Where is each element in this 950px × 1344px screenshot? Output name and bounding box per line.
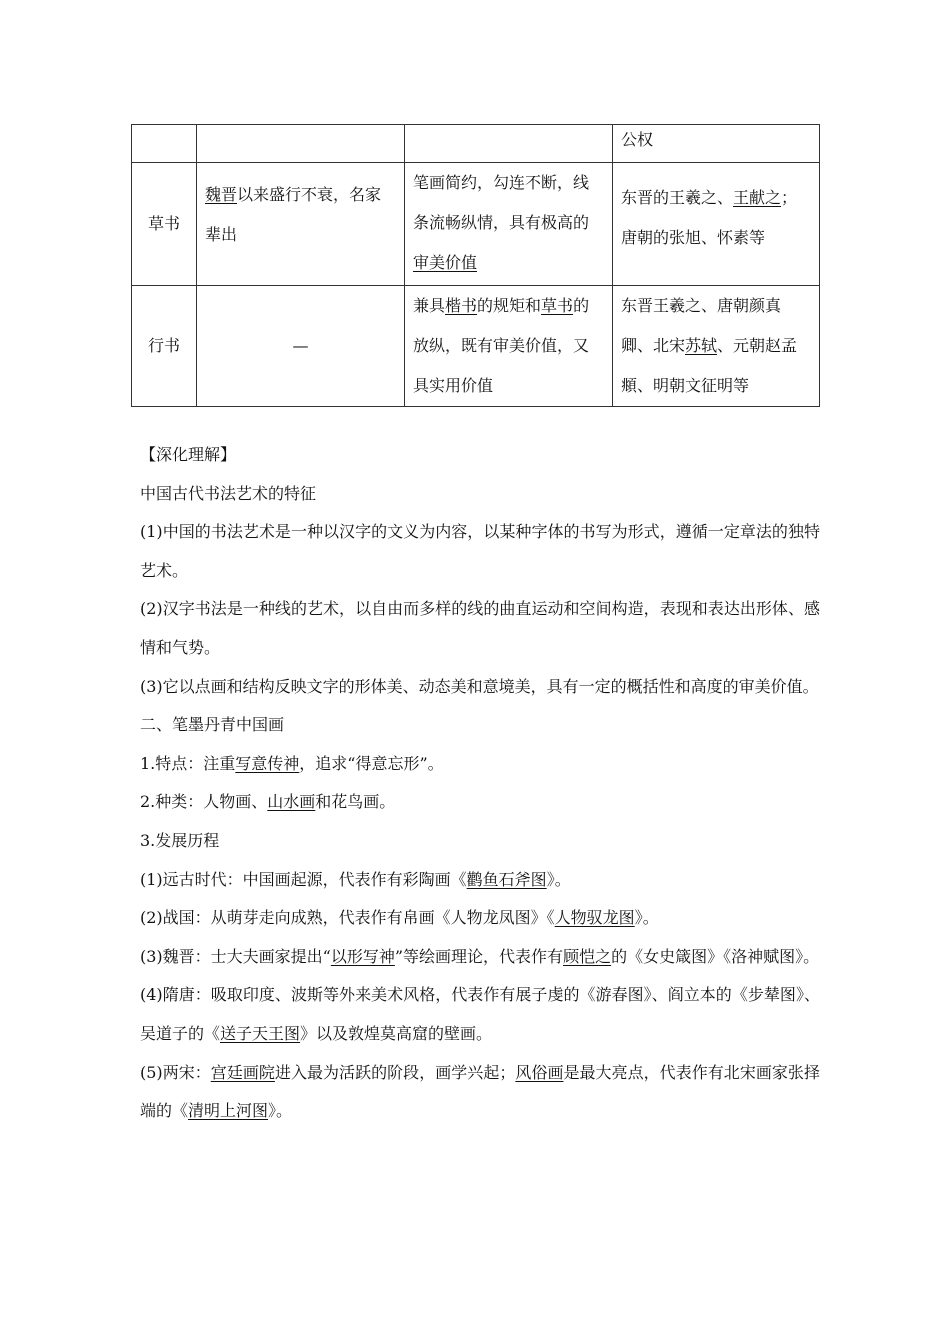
- artists-cell: 东晋的王羲之、王献之；唐朝的张旭、怀素等: [613, 163, 820, 286]
- cell-text: 公权: [621, 130, 654, 149]
- table-row: [132, 286, 820, 407]
- script-type-cell: 草书: [132, 163, 197, 286]
- paragraph: 1.特点：注重写意传神，追求“得意忘形”。: [140, 753, 444, 773]
- paragraph: (1)中国的书法艺术是一种以汉字的文义为内容，以某种字体的书写为形式，遵循一定章法的独特艺术。: [140, 522, 820, 580]
- paragraph: (4)隋唐：吸取印度、波斯等外来美术风格，代表作有展子虔的《游春图》、阎立本的《步辇图》、吴道子的《送子天王图》以及敦煌莫高窟的壁画。: [140, 985, 820, 1043]
- paragraph: (2)汉字书法是一种线的艺术，以自由而多样的线的曲直运动和空间构造，表现和表达出形体、感情和气势。: [140, 599, 820, 657]
- artists-cell: 东晋王羲之、唐朝颜真卿、北宋苏轼、元朝赵孟頫、明朝文征明等: [613, 286, 820, 407]
- section-subtitle: 中国古代书法艺术的特征: [140, 483, 317, 503]
- feature-cell: 兼具楷书的规矩和草书的放纵，既有审美价值，又具实用价值: [405, 286, 613, 407]
- paragraph: (5)两宋：宫廷画院进入最为活跃的阶段，画学兴起；风俗画是最大亮点，代表作有北宋画家张择端的《清明上河图》。: [140, 1062, 820, 1121]
- script-type-cell: 行书: [132, 286, 197, 407]
- document-body: [140, 436, 820, 1131]
- paragraph: (2)战国：从萌芽走向成熟，代表作有帛画《人物龙凤图》《人物驭龙图》。: [140, 908, 659, 928]
- table-cell: [197, 125, 405, 163]
- table-row: [132, 125, 820, 163]
- section-heading: 二、笔墨丹青中国画: [140, 715, 285, 735]
- paragraph: 3.发展历程: [140, 830, 220, 850]
- paragraph: 2.种类：人物画、山水画和花鸟画。: [140, 792, 396, 812]
- paragraph: (1)远古时代：中国画起源，代表作有彩陶画《鹳鱼石斧图》。: [140, 869, 571, 889]
- table-cell: [132, 125, 197, 163]
- table-cell: [613, 125, 820, 163]
- paragraph: (3)魏晋：士大夫画家提出“以形写神”等绘画理论，代表作有顾恺之的《女史箴图》《洛神赋图》。: [140, 946, 820, 966]
- feature-cell: 笔画简约，勾连不断，线条流畅纵情，具有极高的审美价值: [405, 163, 613, 286]
- calligraphy-table: [131, 124, 820, 407]
- paragraph: (3)它以点画和结构反映文字的形体美、动态美和意境美，具有一定的概括性和高度的审美价值。: [140, 676, 819, 696]
- period-cell: —: [197, 286, 405, 407]
- table-row: [132, 163, 820, 286]
- table-cell: [405, 125, 613, 163]
- period-cell: 魏晋以来盛行不衰，名家辈出: [197, 163, 405, 286]
- section-heading: 【深化理解】: [140, 445, 237, 464]
